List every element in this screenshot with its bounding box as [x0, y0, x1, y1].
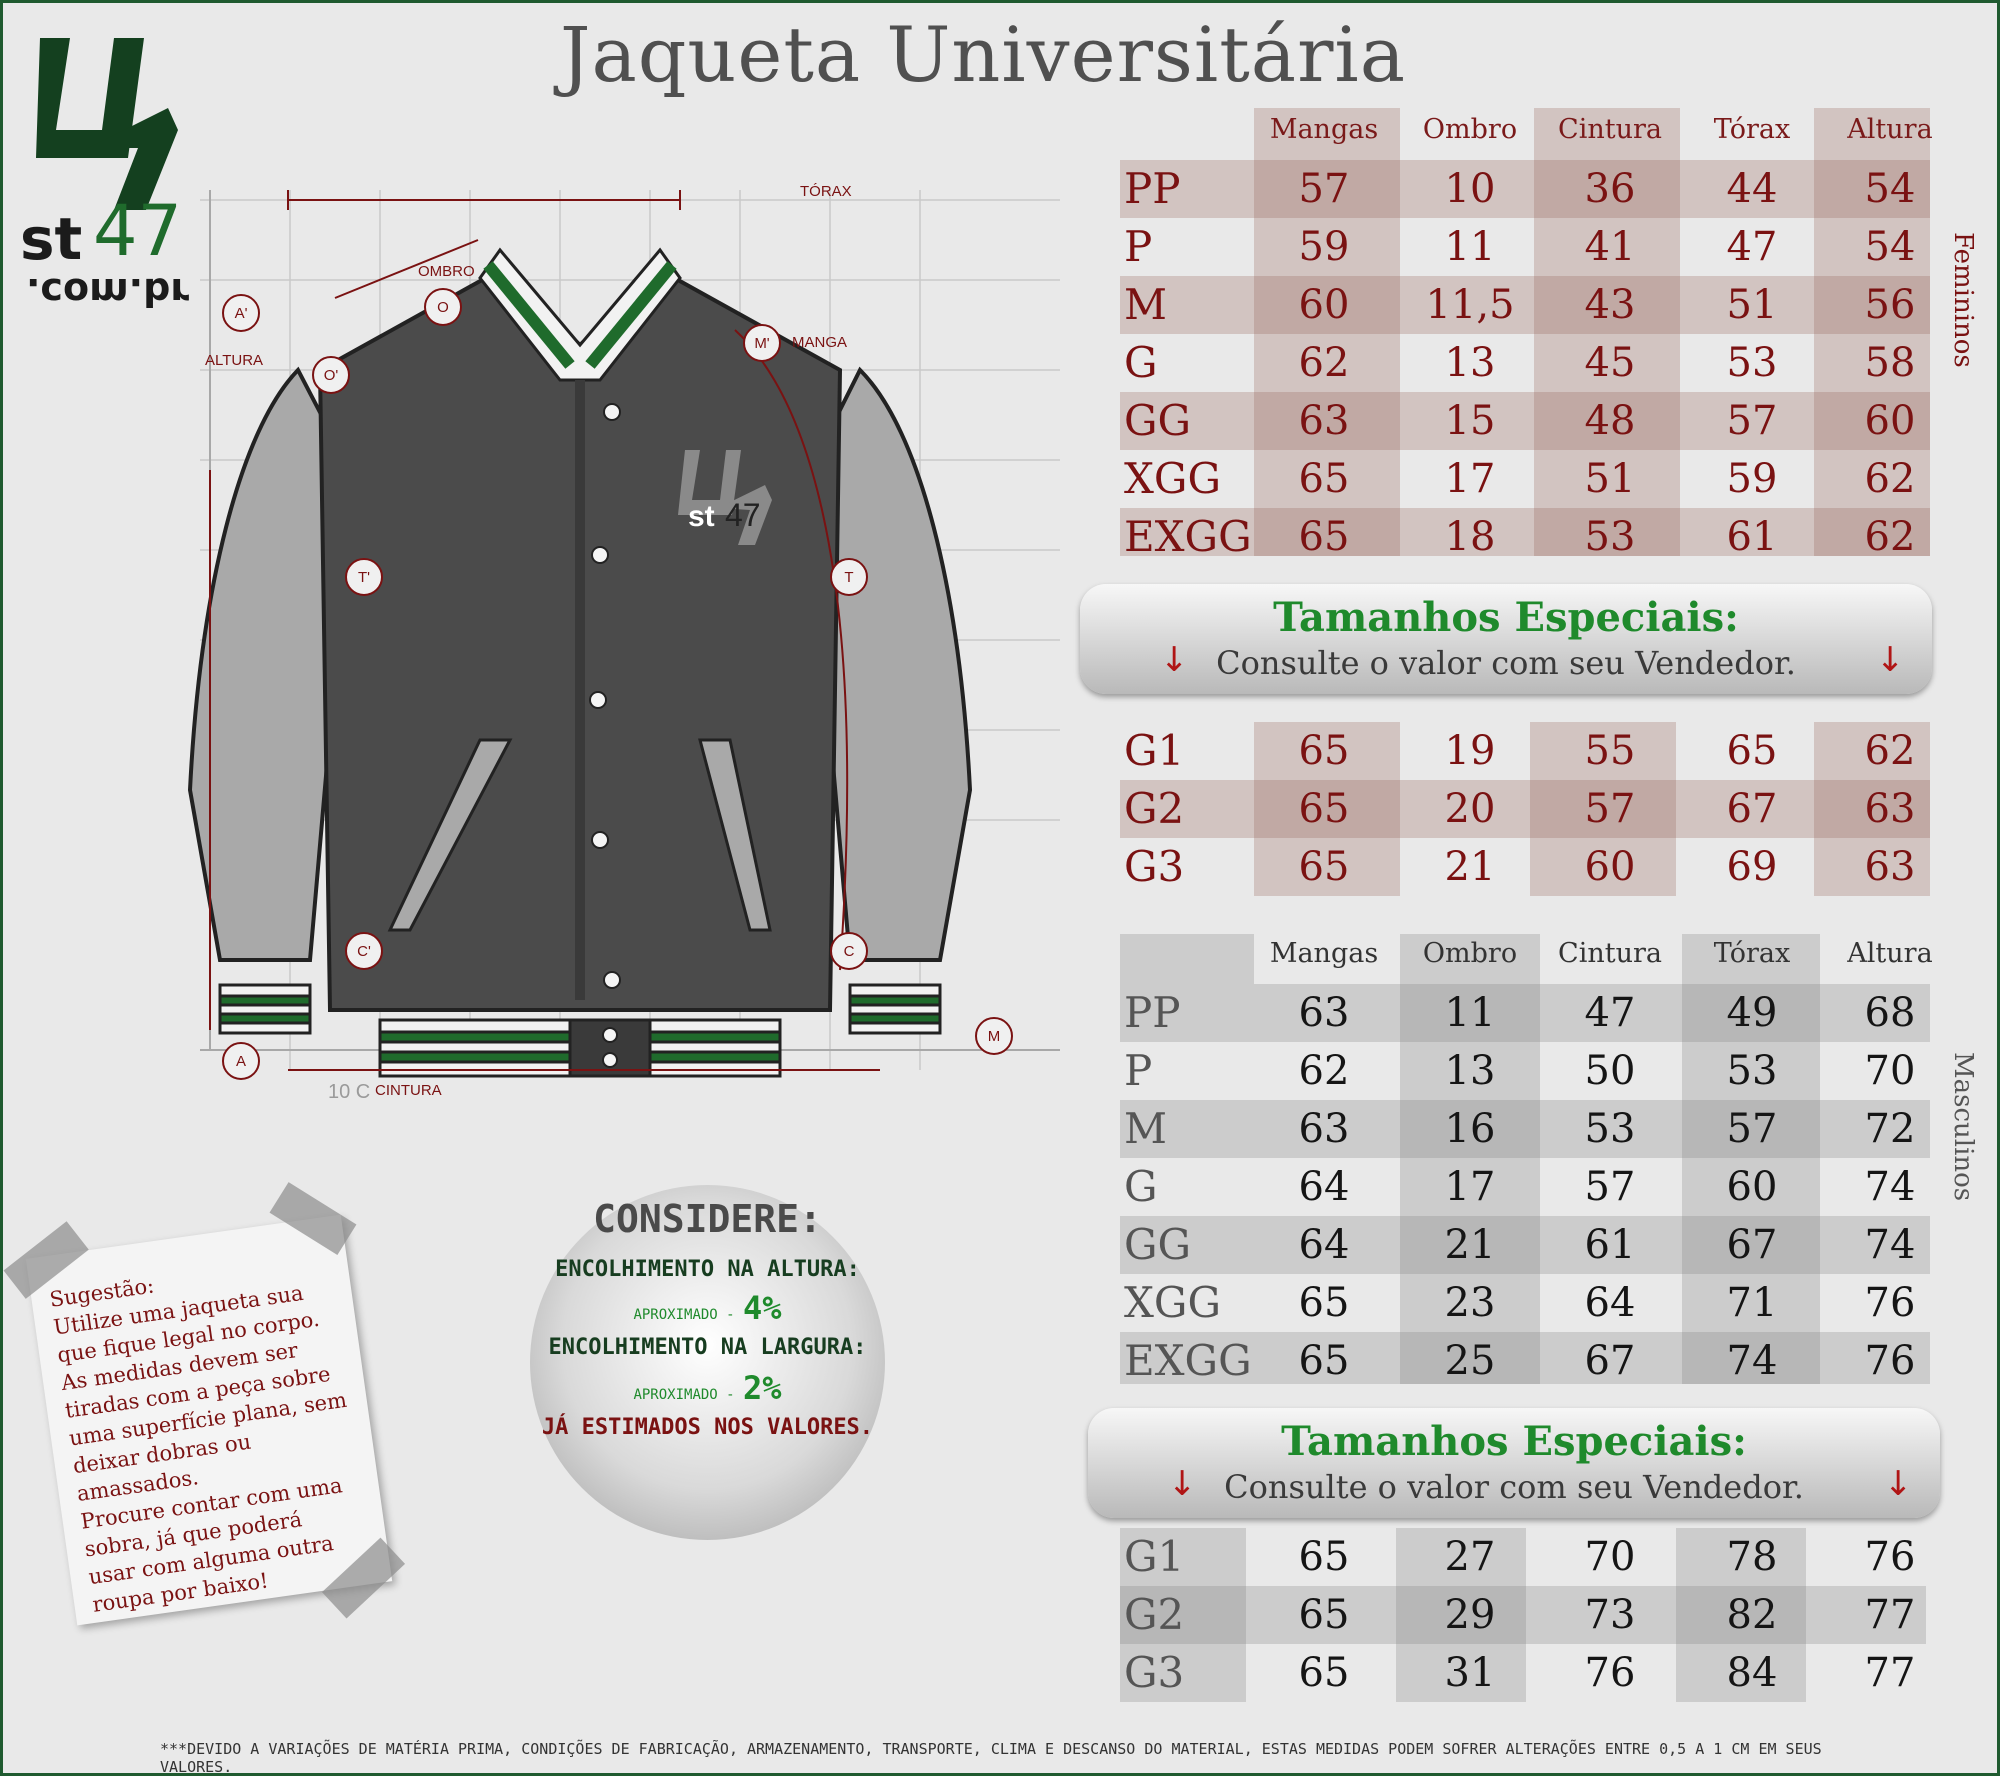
table-row: [1120, 1528, 1930, 1586]
value-cell: 61: [1726, 514, 1778, 560]
label-cintura: CINTURA: [375, 1082, 442, 1099]
label-manga: MANGA: [792, 334, 848, 351]
size-label: PP: [1124, 988, 1181, 1037]
label-altura: ALTURA: [205, 352, 264, 369]
size-label: G3: [1124, 1648, 1185, 1697]
banner-title: Tamanhos Especiais:: [1273, 594, 1739, 641]
value-cell: 11,5: [1425, 282, 1515, 328]
value-cell: 31: [1444, 1650, 1496, 1696]
value-cell: 74: [1864, 1164, 1916, 1210]
table-row: [1120, 780, 1930, 838]
marker-o-prime: O': [323, 367, 339, 384]
value-cell: 25: [1444, 1338, 1496, 1384]
value-cell: 65: [1298, 514, 1350, 560]
value-cell: 60: [1584, 844, 1636, 890]
size-label: G: [1124, 1162, 1158, 1211]
svg-text:47: 47: [725, 497, 761, 533]
size-label: G1: [1124, 726, 1185, 775]
jacket-diagram: [180, 170, 1080, 1120]
value-cell: 64: [1298, 1222, 1350, 1268]
value-cell: 13: [1444, 1048, 1496, 1094]
logo-st: st: [20, 205, 83, 273]
size-label: XGG: [1124, 1278, 1222, 1327]
table-row: [1120, 1158, 1930, 1216]
marker-o: O: [437, 299, 449, 316]
value-cell: 17: [1444, 1164, 1496, 1210]
value-cell: 21: [1444, 1222, 1496, 1268]
value-cell: 62: [1864, 456, 1916, 502]
arrow-down-icon: ↓: [1876, 640, 1905, 680]
value-cell: 70: [1584, 1534, 1636, 1580]
value-cell: 53: [1726, 1048, 1778, 1094]
size-label: G: [1124, 338, 1158, 387]
value-cell: 59: [1726, 456, 1778, 502]
size-label: M: [1124, 1104, 1168, 1153]
logo-domain: .com.br: [26, 270, 190, 314]
label-ombro: OMBRO: [418, 263, 475, 280]
value-cell: 53: [1584, 1106, 1636, 1152]
value-cell: 23: [1444, 1280, 1496, 1326]
value-cell: 48: [1584, 398, 1636, 444]
value-cell: 76: [1584, 1650, 1636, 1696]
value-cell: 64: [1298, 1164, 1350, 1210]
value-cell: 65: [1298, 786, 1350, 832]
value-cell: 76: [1864, 1280, 1916, 1326]
size-label: EXGG: [1124, 1336, 1252, 1385]
value-cell: 76: [1864, 1338, 1916, 1384]
table-row: [1120, 334, 1930, 392]
value-cell: 63: [1864, 786, 1916, 832]
special-sizes-banner-mas: [1088, 1408, 1940, 1518]
size-label: PP: [1124, 164, 1181, 213]
considere-line2: ENCOLHIMENTO NA LARGURA:: [548, 1335, 867, 1360]
table-row: [1120, 508, 1930, 566]
table-row: [1120, 1644, 1930, 1702]
size-label: G3: [1124, 842, 1185, 891]
value-cell: 15: [1444, 398, 1496, 444]
svg-text:st: st: [688, 500, 715, 533]
value-cell: 57: [1726, 398, 1778, 444]
label-torax: TÓRAX: [800, 183, 852, 200]
value-cell: 56: [1864, 282, 1916, 328]
considere-line3: JÁ ESTIMADOS NOS VALORES.: [541, 1415, 874, 1440]
value-cell: 57: [1298, 166, 1350, 212]
value-cell: 45: [1584, 340, 1636, 386]
value-cell: 84: [1726, 1650, 1778, 1696]
value-cell: 82: [1726, 1592, 1778, 1638]
value-cell: 16: [1444, 1106, 1496, 1152]
value-cell: 65: [1298, 1650, 1350, 1696]
marker-t-prime: T': [357, 569, 371, 586]
suggestion-text: Sugestão: Utilize uma jaqueta sua que fique legal no corpo. As medidas devem ser tiradas com a peça sobre uma superfície plana, sem deixar dobras ou amassados. Procure contar com uma sobra, já que poderá usar com alguma outra roupa por baixo!: [48, 1273, 349, 1617]
value-cell: 72: [1864, 1106, 1916, 1152]
value-cell: 44: [1726, 166, 1778, 212]
marker-a: A: [235, 1053, 247, 1070]
value-cell: 65: [1298, 456, 1350, 502]
value-cell: 77: [1864, 1592, 1916, 1638]
value-cell: 70: [1864, 1048, 1916, 1094]
arrow-down-icon: ↓: [1168, 1464, 1197, 1504]
size-label: P: [1124, 222, 1153, 271]
marker-m: M: [987, 1028, 1001, 1045]
considere-line1: ENCOLHIMENTO NA ALTURA:: [555, 1257, 860, 1282]
value-cell: 74: [1726, 1338, 1778, 1384]
value-cell: 68: [1864, 990, 1916, 1036]
table-row: [1120, 276, 1930, 334]
table-row: [1120, 1274, 1930, 1332]
mas-header-cintura: Cintura: [1558, 938, 1662, 969]
logo-47-mark: [18, 30, 198, 210]
marker-t: T: [844, 569, 854, 586]
value-cell: 54: [1864, 224, 1916, 270]
considere-title: CONSIDERE:: [593, 1197, 822, 1241]
table-row: [1120, 838, 1930, 896]
value-cell: 62: [1298, 1048, 1350, 1094]
table-row: [1120, 1042, 1930, 1100]
considere-pct-width: 2%: [743, 1369, 782, 1407]
value-cell: 55: [1584, 728, 1636, 774]
value-cell: 11: [1444, 990, 1496, 1036]
value-cell: 60: [1726, 1164, 1778, 1210]
value-cell: 76: [1864, 1534, 1916, 1580]
fem-header-mangas: Mangas: [1269, 114, 1379, 145]
value-cell: 58: [1864, 340, 1916, 386]
value-cell: 69: [1726, 844, 1778, 890]
size-label: P: [1124, 1046, 1153, 1095]
masculine-side-label: Masculinos: [1948, 1052, 1978, 1202]
value-cell: 49: [1726, 990, 1778, 1036]
mas-header-mangas: Mangas: [1269, 938, 1379, 969]
value-cell: 64: [1584, 1280, 1636, 1326]
value-cell: 53: [1726, 340, 1778, 386]
value-cell: 50: [1584, 1048, 1636, 1094]
table-row: [1120, 984, 1930, 1042]
value-cell: 29: [1444, 1592, 1496, 1638]
value-cell: 65: [1298, 1338, 1350, 1384]
value-cell: 60: [1298, 282, 1350, 328]
value-cell: 17: [1444, 456, 1496, 502]
value-cell: 54: [1864, 166, 1916, 212]
fem-header-torax: Tórax: [1713, 114, 1791, 145]
label-scale: 10 C: [328, 1081, 371, 1103]
table-row: [1120, 1216, 1930, 1274]
value-cell: 63: [1298, 1106, 1350, 1152]
value-cell: 19: [1444, 728, 1496, 774]
value-cell: 53: [1584, 514, 1636, 560]
marker-c: C: [843, 943, 855, 960]
size-label: G1: [1124, 1532, 1185, 1581]
considere-approx-1: APROXIMADO -: [633, 1307, 735, 1323]
considere-pct-height: 4%: [743, 1289, 782, 1327]
marker-a-prime: A': [234, 305, 248, 322]
value-cell: 65: [1298, 1592, 1350, 1638]
arrow-down-icon: ↓: [1160, 640, 1189, 680]
size-label: EXGG: [1124, 512, 1252, 561]
value-cell: 65: [1298, 728, 1350, 774]
arrow-down-icon: ↓: [1884, 1464, 1913, 1504]
banner-subtitle: Consulte o valor com seu Vendedor.: [1216, 644, 1796, 682]
value-cell: 41: [1584, 224, 1636, 270]
table-row: [1120, 218, 1930, 276]
value-cell: 57: [1726, 1106, 1778, 1152]
value-cell: 63: [1298, 990, 1350, 1036]
considere-approx-2: APROXIMADO -: [633, 1387, 735, 1403]
table-row: [1120, 392, 1930, 450]
size-label: G2: [1124, 1590, 1185, 1639]
size-label: GG: [1124, 396, 1192, 445]
mas-header-ombro: Ombro: [1422, 938, 1518, 969]
special-sizes-banner-fem: [1080, 584, 1932, 694]
value-cell: 57: [1584, 786, 1636, 832]
size-label: M: [1124, 280, 1168, 329]
logo-47: 47: [93, 190, 183, 272]
mas-header-altura: Altura: [1847, 938, 1933, 969]
value-cell: 21: [1444, 844, 1496, 890]
table-row: [1120, 1100, 1930, 1158]
size-label: XGG: [1124, 454, 1222, 503]
value-cell: 27: [1444, 1534, 1496, 1580]
feminine-side-label: Femininos: [1948, 232, 1978, 368]
value-cell: 10: [1444, 166, 1496, 212]
considere-circle: [530, 1185, 885, 1540]
value-cell: 20: [1444, 786, 1496, 832]
footer-disclaimer: ***DEVIDO A VARIAÇÕES DE MATÉRIA PRIMA, CONDIÇÕES DE FABRICAÇÃO, ARMAZENAMENTO, TRANSPORTE, CLIMA E DESCANSO DO MATERIAL, ESTAS MEDIDAS PODEM SOFRER ALTERAÇÕES ENTRE 0,5 A 1 CM EM SEUS VALORES.: [160, 1740, 1822, 1776]
banner-subtitle: Consulte o valor com seu Vendedor.: [1224, 1468, 1804, 1506]
value-cell: 13: [1444, 340, 1496, 386]
value-cell: 60: [1864, 398, 1916, 444]
value-cell: 59: [1298, 224, 1350, 270]
value-cell: 77: [1864, 1650, 1916, 1696]
page-title: Jaqueta Universitária: [560, 10, 1407, 99]
table-row: [1120, 722, 1930, 780]
marker-c-prime: C': [357, 943, 371, 960]
value-cell: 47: [1584, 990, 1636, 1036]
value-cell: 63: [1864, 844, 1916, 890]
banner-title: Tamanhos Especiais:: [1281, 1418, 1747, 1465]
value-cell: 63: [1298, 398, 1350, 444]
table-row: [1120, 450, 1930, 508]
value-cell: 65: [1298, 1280, 1350, 1326]
fem-header-cintura: Cintura: [1558, 114, 1662, 145]
table-row: [1120, 1332, 1930, 1390]
suggestion-note: [26, 1215, 392, 1626]
value-cell: 67: [1584, 1338, 1636, 1384]
size-label: G2: [1124, 784, 1185, 833]
value-cell: 73: [1584, 1592, 1636, 1638]
value-cell: 62: [1864, 514, 1916, 560]
value-cell: 51: [1584, 456, 1636, 502]
value-cell: 62: [1298, 340, 1350, 386]
table-row: [1120, 160, 1930, 218]
value-cell: 74: [1864, 1222, 1916, 1268]
marker-m-prime: M': [754, 335, 770, 352]
value-cell: 67: [1726, 786, 1778, 832]
value-cell: 51: [1726, 282, 1778, 328]
value-cell: 65: [1298, 1534, 1350, 1580]
value-cell: 65: [1298, 844, 1350, 890]
value-cell: 62: [1864, 728, 1916, 774]
fem-header-altura: Altura: [1847, 114, 1933, 145]
value-cell: 57: [1584, 1164, 1636, 1210]
value-cell: 65: [1726, 728, 1778, 774]
value-cell: 11: [1444, 224, 1496, 270]
value-cell: 43: [1584, 282, 1636, 328]
mas-header-torax: Tórax: [1713, 938, 1791, 969]
value-cell: 71: [1726, 1280, 1778, 1326]
brand-logo: [18, 30, 198, 314]
table-row: [1120, 1586, 1930, 1644]
value-cell: 36: [1584, 166, 1636, 212]
fem-header-ombro: Ombro: [1422, 114, 1518, 145]
value-cell: 78: [1726, 1534, 1778, 1580]
value-cell: 61: [1584, 1222, 1636, 1268]
value-cell: 18: [1444, 514, 1496, 560]
value-cell: 47: [1726, 224, 1778, 270]
value-cell: 67: [1726, 1222, 1778, 1268]
size-label: GG: [1124, 1220, 1192, 1269]
